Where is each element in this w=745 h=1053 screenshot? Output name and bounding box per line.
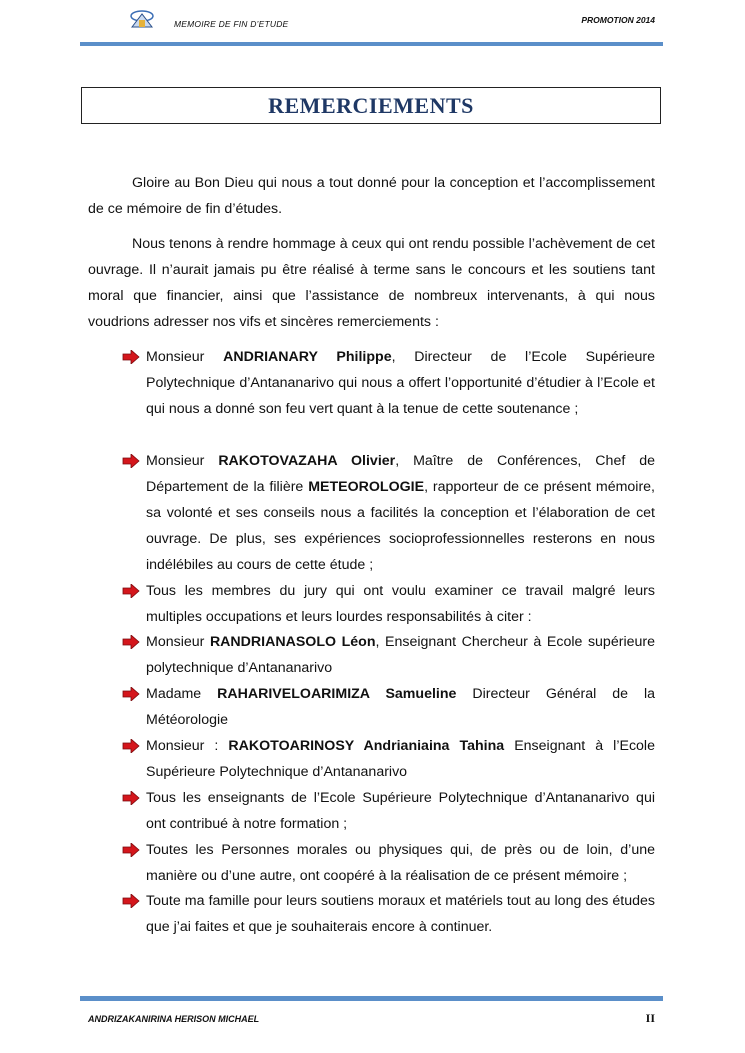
bullet-arrow-icon (122, 687, 140, 701)
bullet-arrow-icon (122, 739, 140, 753)
bullet-arrow-icon (122, 584, 140, 598)
list-item: Madame RAHARIVELOARIMIZA Samueline Directeur Général de la Météorologie (146, 686, 655, 728)
page-title: REMERCIEMENTS (268, 93, 474, 118)
list-item: Tous les membres du jury qui ont voulu examiner ce travail malgré leurs multiples occupations et leurs lourdes responsabilités à citer : (146, 583, 655, 625)
bullet-arrow-icon (122, 350, 140, 364)
page-title-box (81, 87, 661, 124)
bullet-arrow-icon (122, 843, 140, 857)
list-item: Monsieur RANDRIANASOLO Léon, Enseignant Chercheur à Ecole supérieure polytechnique d’Antananarivo (146, 634, 655, 676)
paragraph-1: Gloire au Bon Dieu qui nous a tout donné pour la conception et l’accomplissement de ce mémoire de fin d’études. (88, 175, 655, 217)
bullet-arrow-icon (122, 635, 140, 649)
header-divider (80, 42, 663, 46)
footer-divider (80, 996, 663, 1001)
list-item: Tous les enseignants de l’Ecole Supérieure Polytechnique d’Antananarivo qui ont contribué à notre formation ; (146, 790, 655, 832)
footer-author: ANDRIZAKANIRINA HERISON MICHAEL (88, 1014, 260, 1024)
page-number: II (645, 1011, 655, 1025)
header-document-type: MEMOIRE DE FIN D’ETUDE (174, 19, 289, 29)
bullet-arrow-icon (122, 791, 140, 805)
header-promotion: PROMOTION 2014 (581, 15, 655, 25)
bullet-arrow-icon (122, 894, 140, 908)
school-logo-icon (128, 8, 156, 30)
paragraph-2: Nous tenons à rendre hommage à ceux qui ont rendu possible l’achèvement de cet ouvrage. Il n’aurait jamais pu être réalisé à terme sans le concours et les soutiens tant moral que financier, ainsi que l’assistance de nombreux intervenants, à qui nous voudrions adresser nos vifs et sincères remerciements : (88, 236, 655, 330)
list-item: Monsieur ANDRIANARY Philippe, Directeur de l’Ecole Supérieure Polytechnique d’Antananarivo qui nous a offert l’opportunité d’étudier à l’Ecole et qui nous a donné son feu vert quant à la tenue de cette soutenance ; (146, 349, 655, 417)
list-item: Monsieur RAKOTOVAZAHA Olivier, Maître de Conférences, Chef de Département de la filière METEOROLOGIE, rapporteur de ce présent mémoire, sa volonté et ses conseils nous a facilités la conception et l’élaboration de cet ouvrage. De plus, ses expériences socioprofessionnelles resterons en nous indélébiles au cours de cette étude ; (146, 453, 656, 573)
list-item: Monsieur : RAKOTOARINOSY Andrianiaina Tahina Enseignant à l’Ecole Supérieure Polytechnique d’Antananarivo (146, 738, 655, 780)
bullet-arrow-icon (122, 454, 140, 468)
list-item: Toute ma famille pour leurs soutiens moraux et matériels tout au long des études que j’ai faites et que je souhaiterais encore à continuer. (146, 893, 655, 935)
list-item: Toutes les Personnes morales ou physiques qui, de près ou de loin, d’une manière ou d’une autre, ont coopéré à la réalisation de ce présent mémoire ; (146, 842, 655, 884)
